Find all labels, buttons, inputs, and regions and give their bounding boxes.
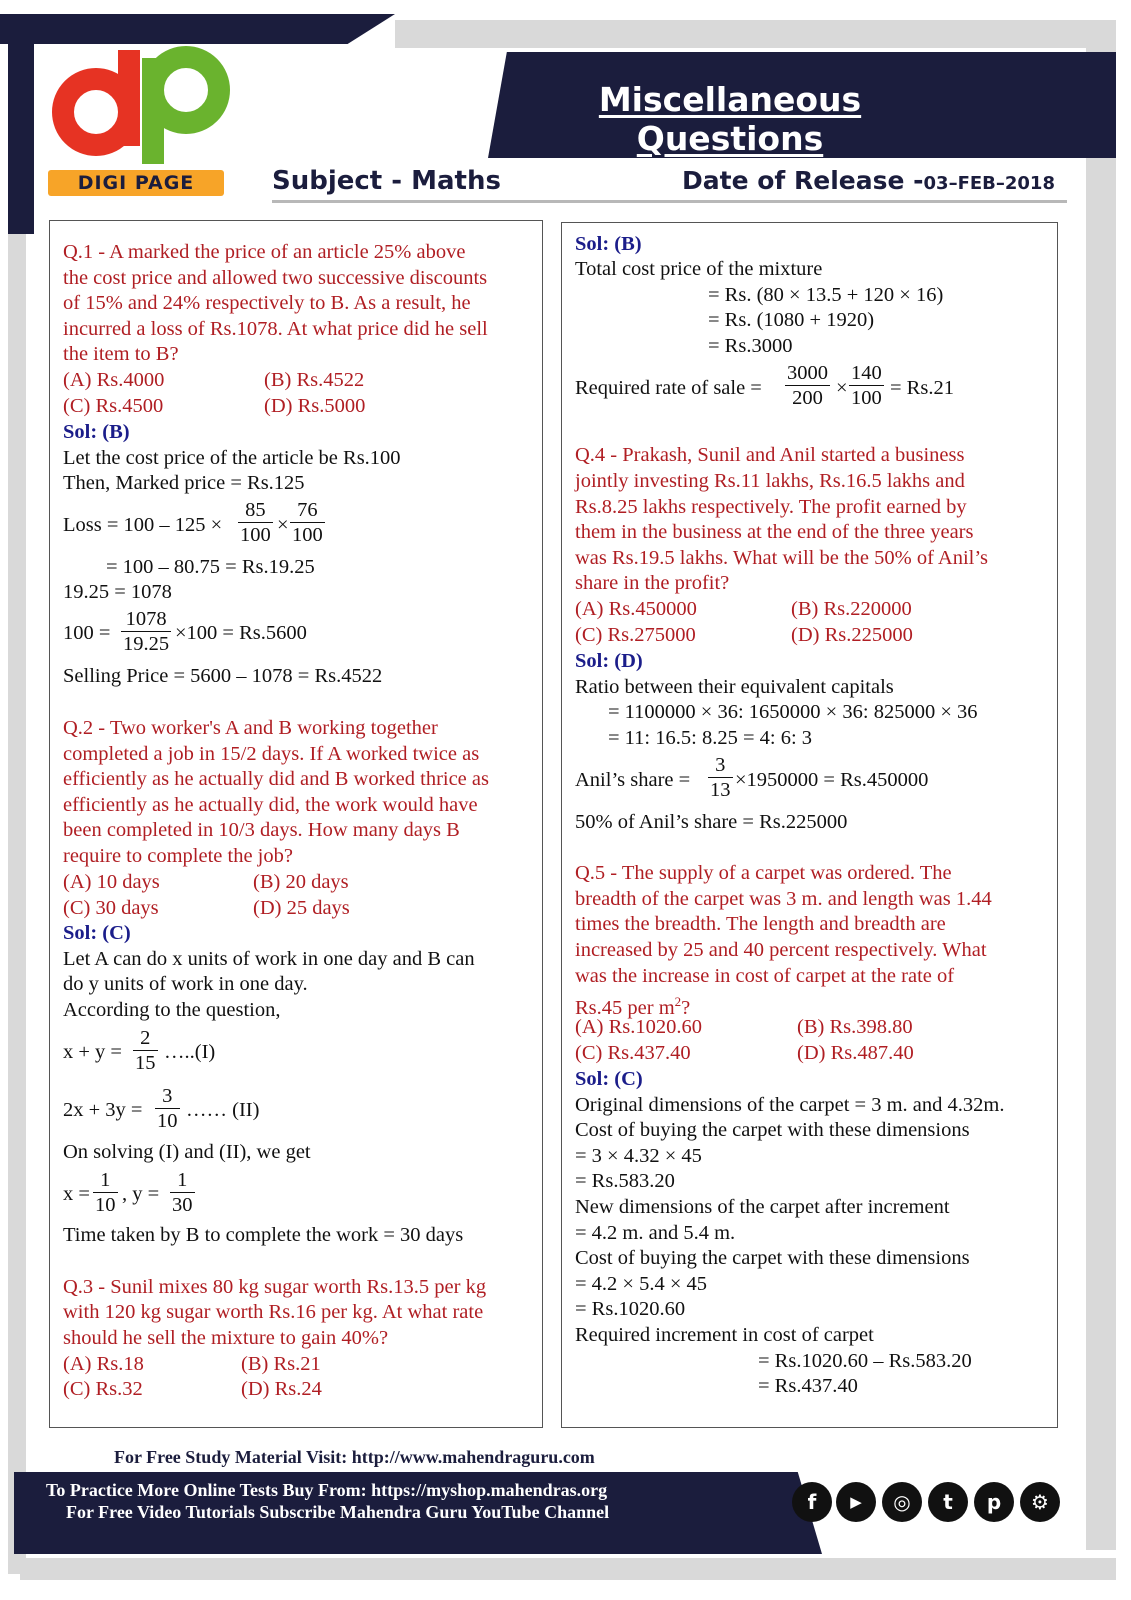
q4-option-b: (B) Rs.220000 [791, 598, 912, 620]
q2-equation: 2x + 3y = [63, 1099, 143, 1121]
q3-option-c: (C) Rs.32 [63, 1378, 143, 1400]
frame-top-band [0, 14, 395, 44]
q4-step: 50% of Anil’s share = Rs.225000 [575, 811, 848, 833]
q1-solution-label: Sol: (B) [63, 421, 130, 443]
q2-option-c: (C) 30 days [63, 897, 159, 919]
q2-equation-tag: …..(I) [164, 1041, 216, 1063]
q1-line: of 15% and 24% respectively to B. As a result, he [63, 292, 471, 314]
fraction: $\frac{76}{100}$ [292, 499, 323, 546]
logo-badge: DIGI PAGE [48, 170, 224, 196]
digi-page-logo [46, 44, 236, 168]
q3-option-b: (B) Rs.21 [241, 1353, 321, 1375]
q5-option-b: (B) Rs.398.80 [797, 1016, 913, 1038]
q1-step: Then, Marked price = Rs.125 [63, 472, 305, 494]
q5-line: was the increase in cost of carpet at the rate of [575, 965, 955, 987]
q1-step: = 100 – 80.75 = Rs.19.25 [106, 556, 315, 578]
q3-step: Total cost price of the mixture [575, 258, 823, 280]
q1-line: incurred a loss of Rs.1078. At what price did he sell [63, 318, 488, 340]
q5-step: = Rs.1020.60 [575, 1298, 686, 1320]
q3-option-d: (D) Rs.24 [241, 1378, 322, 1400]
q4-line: was Rs.19.5 lakhs. What will be the 50% of Anil’s [575, 547, 989, 569]
q3-line: Q.3 - Sunil mixes 80 kg sugar worth Rs.13.5 per kg [63, 1276, 487, 1298]
q2-line: Q.2 - Two worker's A and B working together [63, 717, 438, 739]
fraction: $\frac{3}{10}$ [157, 1085, 178, 1132]
q2-solution-label: Sol: (C) [63, 922, 131, 944]
q2-equation: , y = [122, 1183, 160, 1205]
q5-step: = 3 × 4.32 × 45 [575, 1145, 702, 1167]
q5-line: increased by 25 and 40 percent respectively. What [575, 939, 987, 961]
q1-option-b: (B) Rs.4522 [264, 369, 365, 391]
q3-line: with 120 kg sugar worth Rs.16 per kg. At what rate [63, 1301, 484, 1323]
release-date [682, 166, 1055, 195]
q1-step: 19.25 = 1078 [63, 581, 172, 603]
q5-solution-label: Sol: (C) [575, 1068, 643, 1090]
q4-line: Rs.8.25 lakhs respectively. The profit earned by [575, 496, 967, 518]
q4-line: jointly investing Rs.11 lakhs, Rs.16.5 lakhs and [575, 470, 965, 492]
q4-option-a: (A) Rs.450000 [575, 598, 697, 620]
q1-step: 100 = [63, 622, 111, 644]
fraction: $\frac{3000}{200}$ [787, 362, 828, 409]
q4-line: them in the business at the end of the three years [575, 521, 974, 543]
q5-step: Cost of buying the carpet with these dimensions [575, 1247, 970, 1269]
q4-line: Q.4 - Prakash, Sunil and Anil started a business [575, 444, 965, 466]
q5-step: Cost of buying the carpet with these dimensions [575, 1119, 970, 1141]
q2-step: do y units of work in one day. [63, 973, 308, 995]
release-date-value: 03–FEB–2018 [923, 173, 1055, 194]
q4-option-c: (C) Rs.275000 [575, 624, 696, 646]
q5-step: = Rs.583.20 [575, 1170, 675, 1192]
times-sign: × [836, 377, 848, 399]
q4-option-d: (D) Rs.225000 [791, 624, 913, 646]
page-title: Miscellaneous Questions [598, 80, 862, 158]
footer-youtube-text: For Free Video Tutorials Subscribe Mahendra Guru YouTube Channel [66, 1502, 610, 1522]
q3-step: = Rs. (80 × 13.5 + 120 × 16) [708, 284, 944, 306]
fraction: $\frac{2}{15}$ [135, 1027, 156, 1074]
q5-line: times the breadth. The length and breadth are [575, 913, 946, 935]
q2-step: Let A can do x units of work in one day and B can [63, 948, 475, 970]
q5-step: = Rs.437.40 [758, 1375, 858, 1397]
q5-option-d: (D) Rs.487.40 [797, 1042, 914, 1064]
q5-option-c: (C) Rs.437.40 [575, 1042, 691, 1064]
q5-option-a: (A) Rs.1020.60 [575, 1016, 702, 1038]
q2-equation-tag: …… (II) [186, 1099, 260, 1121]
q1-step: Selling Price = 5600 – 1078 = Rs.4522 [63, 665, 383, 687]
fraction: $\frac{1}{10}$ [95, 1169, 116, 1216]
q2-step: Time taken by B to complete the work = 30 days [63, 1224, 464, 1246]
q3-step: = Rs.3000 [708, 335, 793, 357]
footer-shop-link[interactable]: To Practice More Online Tests Buy From: https://myshop.mahendras.org [46, 1480, 608, 1500]
q1-loss-label: Loss = 100 – 125 × [63, 514, 223, 536]
q3-option-a: (A) Rs.18 [63, 1353, 144, 1375]
frame-left-band [8, 14, 34, 234]
q3-line: should he sell the mixture to gain 40%? [63, 1327, 389, 1349]
q5-step: = 4.2 × 5.4 × 45 [575, 1273, 708, 1295]
q1-option-c: (C) Rs.4500 [63, 395, 164, 417]
q2-equation: x = [63, 1183, 90, 1205]
q2-line: been completed in 10/3 days. How many days B [63, 819, 460, 841]
fraction: $\frac{3}{13}$ [710, 754, 731, 801]
q5-step: = Rs.1020.60 – Rs.583.20 [758, 1350, 972, 1372]
q4-line: share in the profit? [575, 572, 730, 594]
q5-step: New dimensions of the carpet after increment [575, 1196, 950, 1218]
q2-step: According to the question, [63, 999, 281, 1021]
q5-line: breadth of the carpet was 3 m. and length was 1.44 [575, 888, 992, 910]
q2-option-d: (D) 25 days [253, 897, 350, 919]
q3-step: Required rate of sale = [575, 377, 762, 399]
q4-step: Ratio between their equivalent capitals [575, 676, 894, 698]
q1-option-a: (A) Rs.4000 [63, 369, 165, 391]
frame-right-border [1086, 20, 1116, 1550]
q1-line: Q.1 - A marked the price of an article 25% above [63, 241, 466, 263]
q4-step: ×1950000 = Rs.450000 [735, 769, 929, 791]
q5-step: = 4.2 m. and 5.4 m. [575, 1222, 736, 1244]
frame-left-border [8, 234, 26, 1574]
q4-step: = 11: 16.5: 8.25 = 4: 6: 3 [608, 727, 813, 749]
twitter-icon[interactable]: t [928, 1482, 968, 1522]
q1-option-d: (D) Rs.5000 [264, 395, 366, 417]
q2-option-b: (B) 20 days [253, 871, 349, 893]
q1-line: the cost price and allowed two successive discounts [63, 267, 488, 289]
youtube-icon[interactable]: ▶ [836, 1482, 876, 1522]
pinterest-icon[interactable]: p [974, 1482, 1014, 1522]
q4-step: = 1100000 × 36: 1650000 × 36: 825000 × 36 [608, 701, 978, 723]
q5-line: Rs.45 per $m^2$? [575, 994, 691, 1019]
q5-step: Required increment in cost of carpet [575, 1324, 874, 1346]
subject-label: Subject - Maths [272, 166, 501, 196]
fraction: $\frac{1078}{19.25}$ [123, 608, 170, 655]
q4-solution-label: Sol: (D) [575, 650, 643, 672]
q2-line: efficiently as he actually did and B worked thrice as [63, 768, 489, 790]
q1-line: the item to B? [63, 343, 179, 365]
footer-visit-link[interactable]: For Free Study Material Visit: http://www.mahendraguru.com [114, 1447, 595, 1467]
header-divider [272, 200, 1067, 203]
facebook-icon[interactable]: f [792, 1482, 832, 1522]
instagram-icon[interactable]: ◎ [882, 1482, 922, 1522]
q3-solution-label: Sol: (B) [575, 233, 642, 255]
q1-step: ×100 = Rs.5600 [175, 622, 307, 644]
fraction: $\frac{85}{100}$ [240, 499, 271, 546]
q2-step: On solving (I) and (II), we get [63, 1141, 311, 1163]
q2-line: efficiently as he actually did, the work would have [63, 794, 478, 816]
q2-line: completed a job in 15/2 days. If A worked twice as [63, 743, 480, 765]
q1-step: Let the cost price of the article be Rs.100 [63, 447, 401, 469]
q4-step: Anil’s share = [575, 769, 691, 791]
frame-top-border [395, 20, 1115, 48]
q3-step: = Rs.21 [890, 377, 954, 399]
frame-bottom-border [20, 1558, 1116, 1580]
q2-option-a: (A) 10 days [63, 871, 160, 893]
q3-step: = Rs. (1080 + 1920) [708, 309, 875, 331]
q5-step: Original dimensions of the carpet = 3 m. and 4.32m. [575, 1094, 1005, 1116]
release-label: Date of Release - [682, 166, 924, 195]
q2-equation: x + y = [63, 1041, 122, 1063]
fraction: $\frac{1}{30}$ [172, 1169, 193, 1216]
q2-line: require to complete the job? [63, 845, 293, 867]
times-sign: × [277, 514, 289, 536]
fraction: $\frac{140}{100}$ [851, 362, 882, 409]
q5-line: Q.5 - The supply of a carpet was ordered. The [575, 862, 952, 884]
android-icon[interactable]: ⚙ [1020, 1482, 1060, 1522]
